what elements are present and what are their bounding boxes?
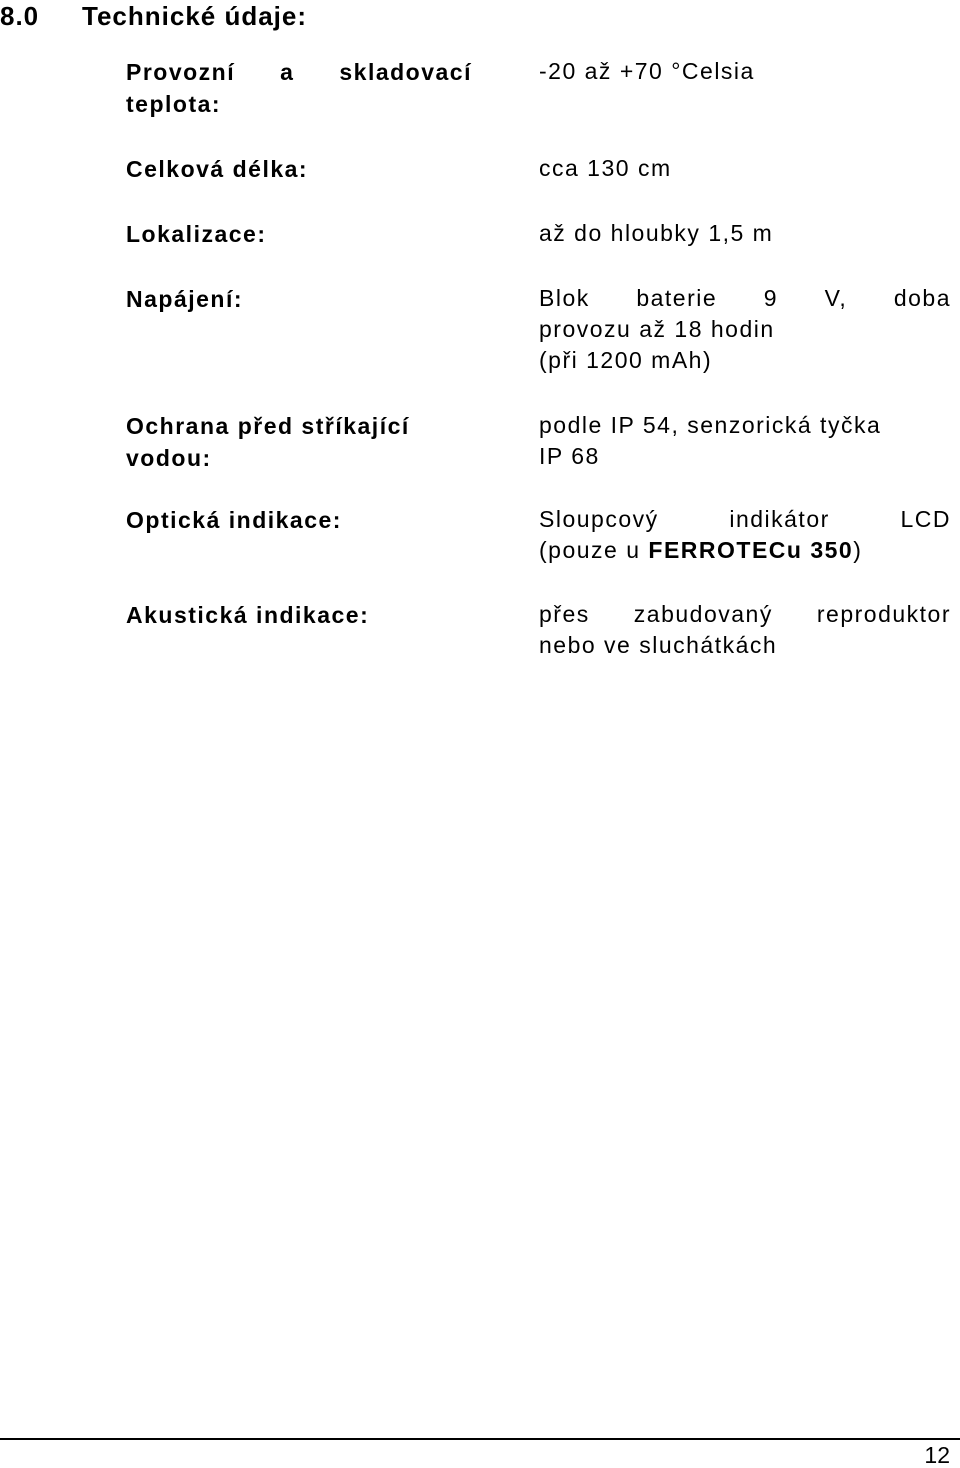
spec-value-line: nebo ve sluchátkách [539, 632, 778, 658]
spec-value-line: -20 až +70 °Celsia [539, 58, 755, 84]
product-name: FERROTECu 350 [648, 537, 854, 563]
section-title: Technické údaje: [82, 1, 308, 31]
spec-value-line: (při 1200 mAh) [539, 347, 713, 373]
spec-label-line: Lokalizace: [126, 221, 267, 247]
spec-label-line: vodou: [126, 445, 212, 471]
spec-value-line: cca 130 cm [539, 155, 672, 181]
page-number: 12 [924, 1442, 950, 1468]
spec-value [539, 153, 951, 184]
spec-value-line [539, 535, 951, 566]
spec-value [539, 218, 951, 249]
spec-value [539, 56, 951, 87]
spec-value-line: až do hloubky 1,5 m [539, 220, 774, 246]
spec-value [539, 283, 951, 376]
footer-divider [0, 1438, 960, 1440]
spec-label-line: Provozní a skladovací [126, 59, 472, 85]
spec-value-line: podle IP 54, senzorická tyčka [539, 412, 882, 438]
spec-value-line: provozu až 18 hodin [539, 316, 775, 342]
spec-label [126, 153, 486, 185]
spec-value [539, 504, 951, 566]
spec-label-line: Ochrana před stříkající [126, 413, 410, 439]
spec-label [126, 218, 486, 250]
spec-value [539, 410, 951, 472]
spec-value-line: přes zabudovaný reproduktor [539, 601, 951, 627]
spec-label-line: Optická indikace: [126, 507, 342, 533]
spec-label-line: Celková délka: [126, 156, 309, 182]
spec-value [539, 599, 951, 661]
spec-value-prefix: (pouze u [539, 537, 649, 563]
spec-label [126, 56, 486, 120]
spec-label [126, 504, 486, 536]
spec-value-line: IP 68 [539, 443, 600, 469]
spec-value-suffix: ) [853, 537, 863, 563]
spec-label-line: teplota: [126, 91, 222, 117]
spec-label [126, 283, 486, 315]
spec-value-line: Sloupcový indikátor LCD [539, 506, 951, 532]
section-number: 8.0 [0, 1, 40, 31]
section-heading [0, 0, 307, 32]
spec-label [126, 599, 486, 631]
spec-value-line: Blok baterie 9 V, doba [539, 285, 951, 311]
spec-label [126, 410, 486, 474]
spec-label-line: Akustická indikace: [126, 602, 370, 628]
spec-label-line: Napájení: [126, 286, 244, 312]
